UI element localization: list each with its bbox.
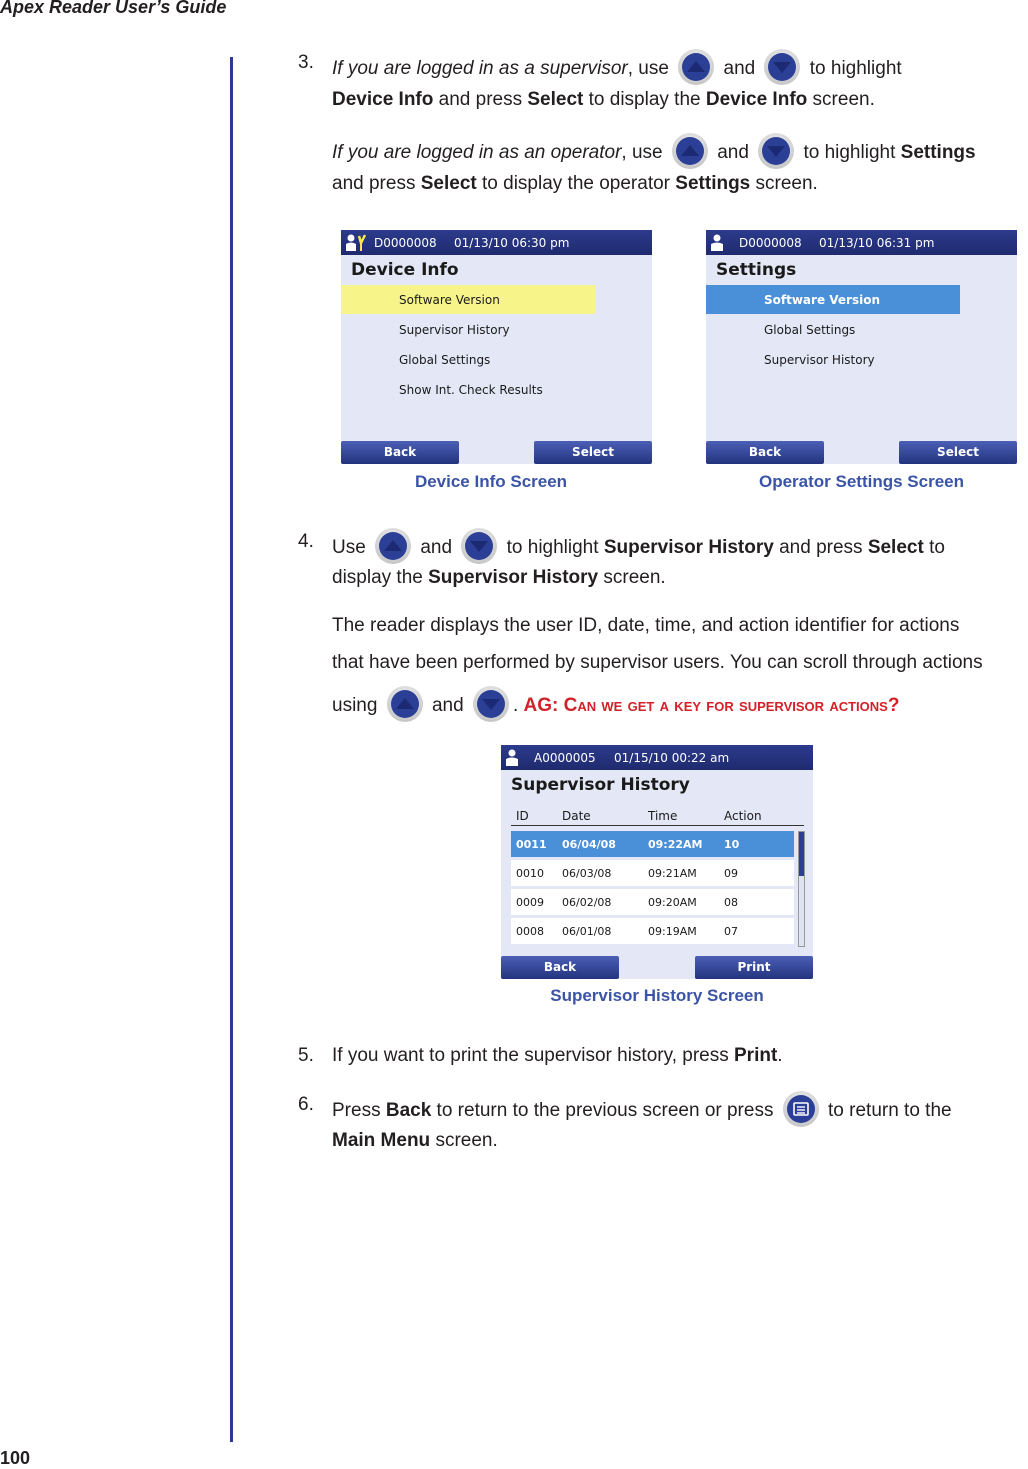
text: and press bbox=[773, 537, 868, 559]
cell-id: 0008 bbox=[516, 925, 544, 938]
step-6-line-2 bbox=[332, 1129, 498, 1153]
cell-date: 06/02/08 bbox=[562, 896, 612, 909]
step-4-para-line-1: The reader displays the user ID, date, time, and action identifier for actions bbox=[332, 615, 960, 636]
cell-action: 09 bbox=[724, 867, 738, 880]
up-arrow-button-icon bbox=[672, 133, 708, 169]
text: If you want to print the supervisor history, press bbox=[332, 1045, 734, 1066]
cell-time: 09:22AM bbox=[648, 838, 703, 851]
supervisor-history-screen bbox=[501, 745, 813, 979]
text: and press bbox=[332, 173, 421, 194]
screen-title: Device Info bbox=[351, 260, 459, 280]
cell-action: 07 bbox=[724, 925, 738, 938]
back-button[interactable]: Back bbox=[341, 441, 459, 464]
text: Supervisor History bbox=[603, 537, 774, 559]
scrollbar[interactable] bbox=[798, 831, 805, 947]
step-6-number: 6. bbox=[298, 1094, 314, 1115]
column-header-id: ID bbox=[516, 809, 529, 823]
text: Select bbox=[867, 537, 924, 559]
text: to highlight bbox=[809, 58, 902, 80]
text: Main Menu bbox=[332, 1130, 431, 1151]
back-button[interactable]: Back bbox=[501, 956, 619, 979]
text: Settings bbox=[675, 173, 751, 194]
up-arrow-button-icon bbox=[387, 686, 423, 722]
text: , use bbox=[627, 58, 669, 80]
up-arrow-button-icon bbox=[375, 528, 411, 564]
table-row[interactable] bbox=[511, 860, 794, 886]
page-number: 100 bbox=[0, 1448, 31, 1468]
down-arrow-button-icon bbox=[764, 49, 800, 85]
text: screen. bbox=[750, 173, 818, 194]
column-header-time: Time bbox=[648, 809, 678, 823]
text: to return to the previous screen or press bbox=[431, 1100, 774, 1122]
text: to display the operator bbox=[476, 173, 676, 194]
step-4-para-line-3 bbox=[332, 688, 899, 724]
operator-condition: If you are logged in as an operator bbox=[332, 142, 622, 164]
down-arrow-button-icon bbox=[461, 528, 497, 564]
text: , use bbox=[621, 142, 663, 164]
text: . bbox=[777, 1045, 783, 1066]
cell-action: 10 bbox=[724, 838, 740, 851]
step-3-line-4 bbox=[332, 172, 818, 196]
status-bar bbox=[341, 230, 652, 255]
menu-item[interactable]: Global Settings bbox=[399, 353, 491, 367]
down-arrow-button-icon bbox=[758, 133, 794, 169]
text: Device Info bbox=[705, 89, 808, 110]
text: to display the bbox=[583, 89, 706, 110]
table-row[interactable] bbox=[511, 918, 794, 944]
menu-item[interactable]: Supervisor History bbox=[399, 323, 510, 337]
user-icon bbox=[710, 233, 724, 252]
supervisor-history-caption: Supervisor History Screen bbox=[550, 986, 764, 1005]
menu-item[interactable]: Software Version bbox=[764, 293, 880, 307]
step-4-line-2 bbox=[332, 566, 666, 590]
user-id: A0000005 bbox=[534, 751, 596, 765]
cell-id: 0010 bbox=[516, 867, 544, 880]
back-button[interactable]: Back bbox=[706, 441, 824, 464]
step-4-para-line-2: that have been performed by supervisor users. You can scroll through actions bbox=[332, 652, 983, 673]
menu-item[interactable]: Software Version bbox=[399, 293, 500, 307]
column-header-action: Action bbox=[724, 809, 762, 823]
step-3-line-3 bbox=[332, 135, 976, 171]
document-header: Apex Reader User’s Guide bbox=[0, 0, 227, 17]
step-6-line-1 bbox=[332, 1093, 952, 1129]
cell-action: 08 bbox=[724, 896, 738, 909]
header-divider bbox=[511, 825, 804, 826]
margin-rule bbox=[230, 57, 233, 1442]
text: Print bbox=[734, 1045, 778, 1066]
select-button[interactable]: Select bbox=[899, 441, 1017, 464]
timestamp: 01/13/10 06:30 pm bbox=[454, 236, 570, 250]
up-arrow-button-icon bbox=[678, 49, 714, 85]
operator-settings-screen bbox=[706, 230, 1017, 464]
table-row[interactable] bbox=[511, 831, 794, 857]
text: Supervisor History bbox=[428, 567, 599, 588]
step-3-number: 3. bbox=[298, 52, 314, 73]
step-5-number: 5. bbox=[298, 1045, 314, 1066]
menu-item[interactable]: Supervisor History bbox=[764, 353, 875, 367]
text: Back bbox=[385, 1100, 432, 1122]
cell-time: 09:19AM bbox=[648, 925, 697, 938]
cell-date: 06/01/08 bbox=[562, 925, 612, 938]
menu-item[interactable]: Global Settings bbox=[764, 323, 856, 337]
text: screen. bbox=[598, 567, 666, 588]
text: Select bbox=[420, 173, 477, 194]
status-bar bbox=[706, 230, 1017, 255]
text: Press bbox=[332, 1100, 386, 1122]
step-3-line-2 bbox=[332, 88, 875, 112]
supervisor-condition: If you are logged in as a supervisor bbox=[332, 58, 628, 80]
text: using bbox=[332, 695, 378, 717]
text: and bbox=[431, 695, 464, 717]
editor-note: AG: Can we get a key for supervisor actions? bbox=[523, 695, 900, 717]
print-button[interactable]: Print bbox=[695, 956, 813, 979]
text: Select bbox=[527, 89, 584, 110]
text: screen. bbox=[430, 1130, 498, 1151]
cell-id: 0009 bbox=[516, 896, 544, 909]
text: to return to the bbox=[828, 1100, 952, 1122]
step-4-line-1 bbox=[332, 530, 945, 566]
cell-date: 06/04/08 bbox=[562, 838, 616, 851]
device-info-caption: Device Info Screen bbox=[414, 472, 568, 491]
timestamp: 01/15/10 00:22 am bbox=[614, 751, 730, 765]
screen-title: Supervisor History bbox=[511, 775, 690, 795]
text: and press bbox=[433, 89, 528, 110]
cell-id: 0011 bbox=[516, 838, 547, 851]
step-3-line-1 bbox=[332, 51, 902, 87]
supervisor-icon bbox=[345, 233, 367, 252]
select-button[interactable]: Select bbox=[534, 441, 652, 464]
text: to highlight bbox=[803, 142, 896, 164]
status-bar bbox=[501, 745, 813, 770]
column-header-date: Date bbox=[562, 809, 591, 823]
text: display the bbox=[332, 567, 429, 588]
user-icon bbox=[505, 748, 519, 767]
text: and bbox=[717, 142, 749, 164]
text: screen. bbox=[807, 89, 875, 110]
text: . bbox=[512, 695, 519, 717]
screen-title: Settings bbox=[716, 260, 797, 280]
timestamp: 01/13/10 06:31 pm bbox=[819, 236, 935, 250]
cell-date: 06/03/08 bbox=[562, 867, 612, 880]
operator-settings-caption: Operator Settings Screen bbox=[758, 472, 964, 491]
menu-button-icon bbox=[783, 1091, 819, 1127]
cell-time: 09:21AM bbox=[648, 867, 697, 880]
menu-item[interactable]: Show Int. Check Results bbox=[399, 383, 543, 397]
text: to bbox=[923, 537, 945, 559]
step-5-line bbox=[332, 1044, 783, 1068]
text: Use bbox=[332, 537, 366, 559]
text: and bbox=[420, 537, 453, 559]
table-row[interactable] bbox=[511, 889, 794, 915]
cell-time: 09:20AM bbox=[648, 896, 697, 909]
device-info-screen bbox=[341, 230, 652, 464]
text: Settings bbox=[900, 142, 976, 164]
text: and bbox=[723, 58, 756, 80]
user-id: D0000008 bbox=[374, 236, 437, 250]
scrollbar-thumb[interactable] bbox=[799, 832, 804, 876]
user-id: D0000008 bbox=[739, 236, 802, 250]
text: to highlight bbox=[506, 537, 604, 559]
text: Device Info bbox=[332, 89, 434, 110]
down-arrow-button-icon bbox=[473, 686, 509, 722]
step-4-number: 4. bbox=[298, 531, 314, 552]
